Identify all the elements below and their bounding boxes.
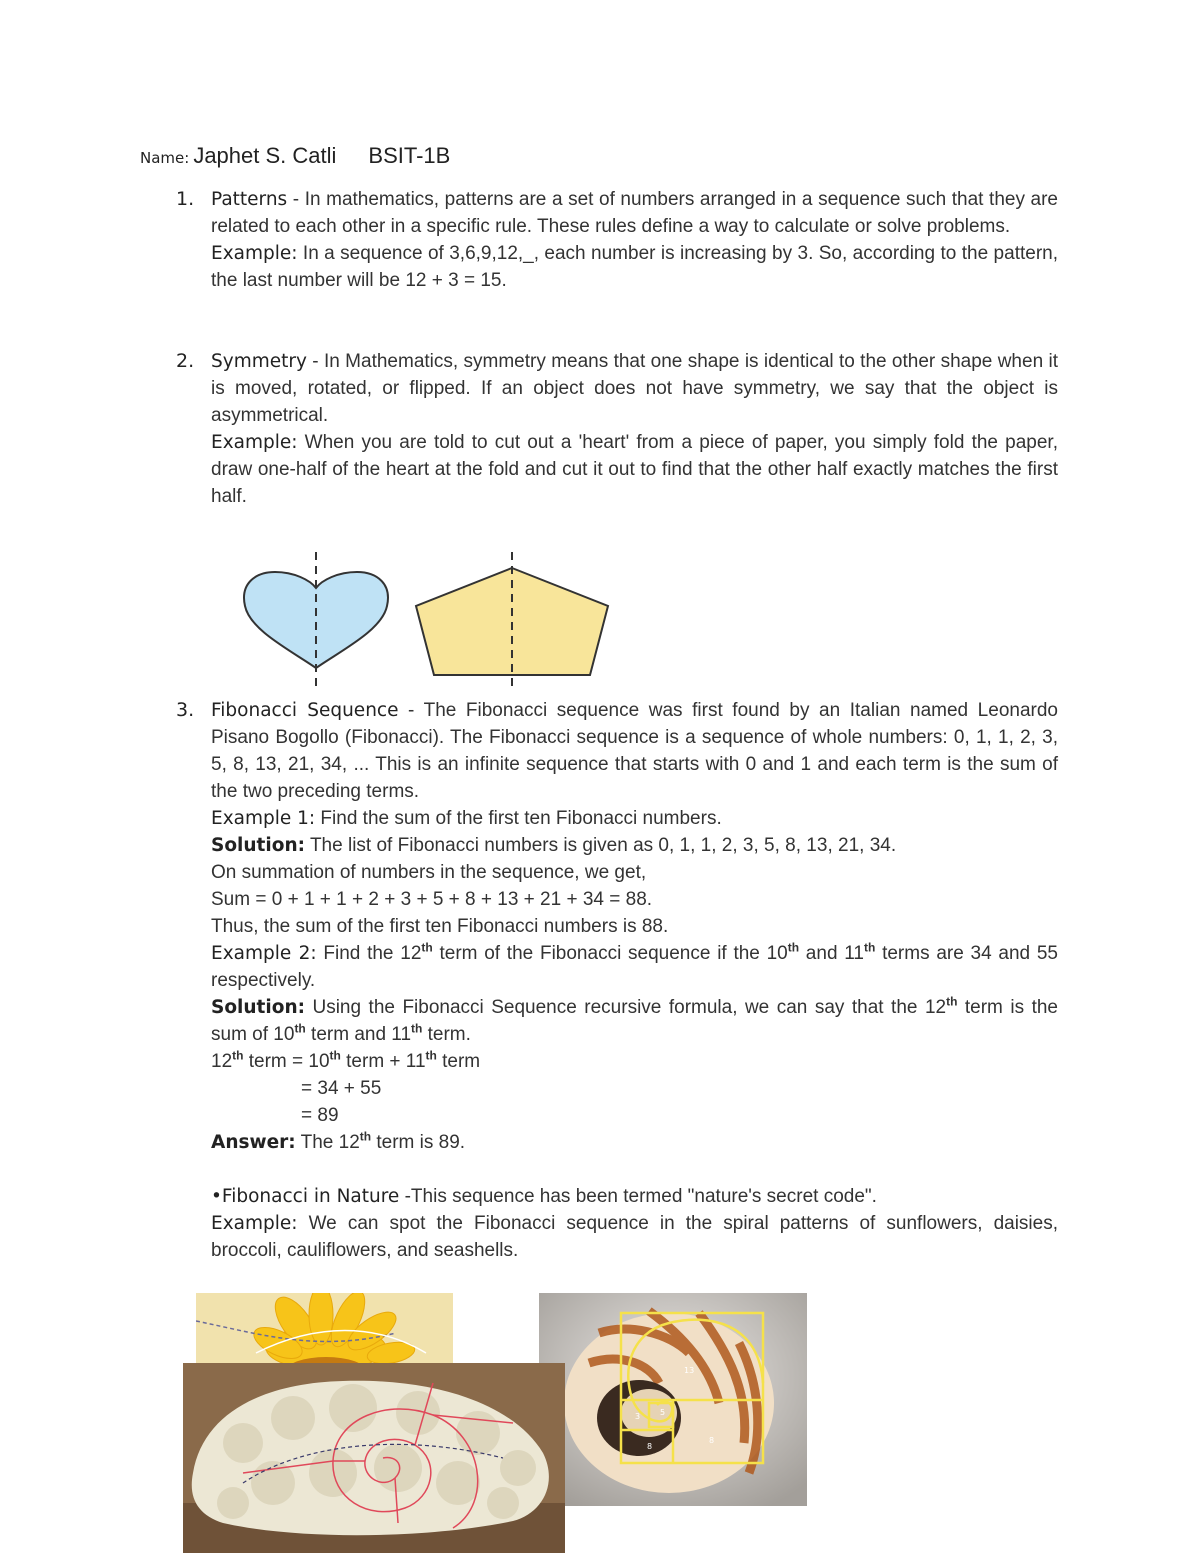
example2-label: Example 2: (211, 943, 317, 964)
text: Using the Fibonacci Sequence recursive formula, we can say that the 12 (305, 997, 947, 1018)
text: term is the sum of 10 (211, 997, 1058, 1045)
item-number: 3. (176, 699, 195, 721)
solution-label: Solution: (211, 997, 306, 1018)
calc-line3: = 89 (301, 1105, 339, 1126)
text: term and 11 (305, 1024, 412, 1045)
item-body (211, 697, 1058, 1264)
definition: The Fibonacci sequence was first found by an Italian named Leonardo Pisano Bogollo (Fibonacci). The Fibonacci sequence is a sequence of whole numbers: 0, 1, 1, 2, 3, 5, 8, 13, 21, 34, ... This is an infinite sequence that starts with 0 and 1 and each term is the sum of the two preceding terms. (211, 700, 1058, 802)
symmetry-figure (230, 548, 630, 693)
shell-label: 13 (684, 1366, 695, 1375)
text: term = 10 (243, 1051, 330, 1072)
solution2 (211, 994, 1058, 1048)
definition-paragraph (211, 348, 1058, 429)
superscript: th (421, 940, 433, 955)
solution1-line2: On summation of numbers in the sequence, we get, (211, 862, 647, 883)
shell-label: 3 (635, 1412, 641, 1421)
answer-label: Answer: (211, 1132, 296, 1153)
example2 (211, 940, 1058, 994)
calc-line2: = 34 + 55 (301, 1078, 382, 1099)
superscript: th (864, 940, 876, 955)
text: 12 (211, 1051, 233, 1072)
text: term of the Fibonacci sequence if the 10 (432, 943, 788, 964)
example-label: Example: (211, 432, 298, 453)
example-text: In a sequence of 3,6,9,12,_, each number is increasing by 3. So, according to the pattern, the last number will be 12 + 3 = 15. (211, 243, 1058, 291)
calc-line1 (211, 1048, 1058, 1075)
definition-paragraph (211, 186, 1058, 240)
name-line (140, 143, 450, 173)
student-name: Japhet S. Catli (193, 143, 337, 168)
cauliflower-graphic (183, 1363, 565, 1553)
shell-label: 5 (660, 1408, 666, 1417)
definition: In Mathematics, symmetry means that one shape is identical to the other shape when it is moved, rotated, or flipped. If an object does not have symmetry, we say that the object is asymmetrical. (211, 351, 1058, 426)
text: The 12 (295, 1132, 360, 1153)
superscript: th (411, 1021, 423, 1036)
shell-label: 8 (709, 1436, 715, 1445)
item-body (211, 186, 1058, 294)
term: Symmetry (211, 351, 307, 372)
text: and 11 (799, 943, 864, 964)
nature-bullet: •Fibonacci in Nature (211, 1186, 400, 1207)
text: term (436, 1051, 481, 1072)
answer (211, 1129, 1058, 1156)
solution1-line3: Sum = 0 + 1 + 1 + 2 + 3 + 5 + 8 + 13 + 21 + 34 = 88. (211, 889, 653, 910)
blank-line (211, 1156, 1058, 1183)
superscript: th (787, 940, 800, 955)
superscript: th (425, 1048, 437, 1063)
item-number: 1. (176, 188, 195, 210)
superscript: th (329, 1048, 341, 1063)
text: Find the 12 (316, 943, 422, 964)
solution1-text: The list of Fibonacci numbers is given as 0, 1, 1, 2, 3, 5, 8, 13, 21, 34. (305, 835, 897, 856)
item-number: 2. (176, 350, 195, 372)
example1 (211, 805, 1058, 832)
student-section: BSIT-1B (368, 143, 451, 168)
separator: - (398, 700, 424, 721)
superscript: th (359, 1129, 372, 1144)
solution-label: Solution: (211, 835, 306, 856)
example1-label: Example 1: (211, 808, 316, 829)
nature-text: -This sequence has been termed "nature's secret code". (399, 1186, 877, 1207)
nature-example (211, 1210, 1058, 1264)
separator: - (306, 351, 324, 372)
definition-paragraph (211, 697, 1058, 805)
superscript: th (232, 1048, 244, 1063)
text: term is 89. (371, 1132, 466, 1153)
text: terms are 34 and 55 respectively. (211, 943, 1059, 991)
nature-paragraph (211, 1183, 1058, 1210)
name-label: Name: (140, 149, 190, 167)
cauliflower-photo (183, 1363, 565, 1553)
superscript: th (946, 994, 958, 1009)
text: term. (422, 1024, 471, 1045)
item-body (211, 348, 1058, 510)
example1-text: Find the sum of the first ten Fibonacci numbers. (315, 808, 722, 829)
nautilus-graphic (539, 1293, 807, 1506)
example-paragraph (211, 240, 1058, 294)
example-label: Example: (211, 243, 298, 264)
example-paragraph (211, 429, 1058, 510)
term: Fibonacci Sequence (211, 700, 399, 721)
example-label: Example: (211, 1213, 298, 1234)
solution1-line4: Thus, the sum of the first ten Fibonacci numbers is 88. (211, 916, 669, 937)
nature-example-text: We can spot the Fibonacci sequence in the spiral patterns of sunflowers, daisies, broccoli, cauliflowers, and seashells. (211, 1213, 1058, 1261)
separator: - (287, 189, 305, 210)
superscript: th (294, 1021, 306, 1036)
example-text: When you are told to cut out a 'heart' from a piece of paper, you simply fold the paper, draw one-half of the heart at the fold and cut it out to find that the other half exactly matches the first half. (211, 432, 1058, 507)
nautilus-shell-photo (539, 1293, 807, 1506)
text: term + 11 (340, 1051, 426, 1072)
solution1 (211, 832, 1058, 859)
shell-label: 8 (647, 1442, 653, 1451)
term: Patterns (211, 189, 288, 210)
definition: In mathematics, patterns are a set of numbers arranged in a sequence such that they are related to each other in a specific rule. These rules define a way to calculate or solve problems. (211, 189, 1058, 237)
